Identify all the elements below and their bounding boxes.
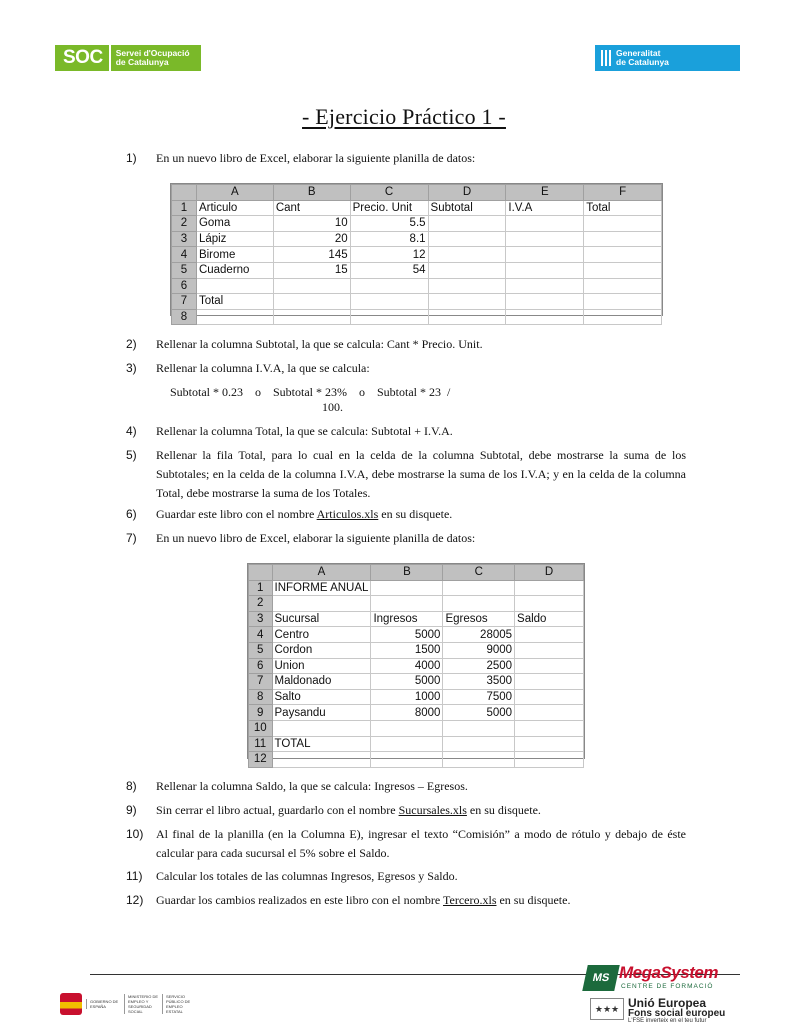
row-header: 5 [249, 642, 273, 658]
sheet-cell: 1000 [371, 689, 443, 705]
sheet-cell [273, 294, 350, 310]
sheet-cell: Total [584, 200, 662, 216]
sheet-cell [515, 736, 584, 752]
step-text: En un nuevo libro de Excel, elaborar la siguiente planilla de datos: [156, 531, 476, 545]
row-header: 3 [172, 231, 197, 247]
sheet-cell [428, 294, 506, 310]
sheet-cell [428, 216, 506, 232]
sheet-cell [506, 231, 584, 247]
sheet-row [249, 752, 584, 768]
sheet-cell [443, 596, 515, 612]
sheet-cell [371, 580, 443, 596]
sheet-cell [515, 752, 584, 768]
step-number: 6) [126, 507, 137, 521]
generalitat-logo [595, 45, 740, 71]
sheet-cell [443, 720, 515, 736]
sheet-cell: Ingresos [371, 611, 443, 627]
sheet-cell: Paysandu [272, 705, 371, 721]
sheet-cell: 9000 [443, 642, 515, 658]
sheet-row [249, 627, 584, 643]
eu-logo-line1: Unió Europea [628, 996, 707, 1010]
step-text: Calcular los totales de las columnas Ingresos, Egresos y Saldo. [156, 869, 458, 883]
step-number: 5) [126, 448, 137, 462]
sheet-cell [584, 278, 662, 294]
sheet-cell [371, 736, 443, 752]
sheet-row [249, 674, 584, 690]
megasystem-tagline: CENTRE DE FORMACIÓ [621, 983, 714, 990]
sheet-row [249, 642, 584, 658]
sheet-cell [428, 278, 506, 294]
megasystem-name: MegaSystem [619, 963, 718, 982]
sheet-cell [506, 309, 584, 325]
row-header: 11 [249, 736, 273, 752]
gen-logo-line1: Generalitat [616, 48, 661, 58]
sheet-cell [584, 231, 662, 247]
gobierno-espana-logo [60, 992, 240, 1016]
sheet-cell: Subtotal [428, 200, 506, 216]
sheet-corner [249, 565, 273, 581]
sheet-cell: 5000 [443, 705, 515, 721]
row-header: 4 [172, 247, 197, 263]
sheet-cell [515, 596, 584, 612]
sheet-cell [350, 278, 428, 294]
sheet-cell [584, 294, 662, 310]
sheet-cell: Saldo [515, 611, 584, 627]
sheet-row [172, 262, 662, 278]
step-number: 4) [126, 424, 137, 438]
soc-logo-text [111, 49, 190, 67]
step-number: 9) [126, 803, 137, 817]
sheet-cell: 54 [350, 262, 428, 278]
eu-logo-line2: Fons social europeu [628, 1008, 726, 1019]
sheet-cell [506, 247, 584, 263]
eu-flag-icon: ★★★ [590, 998, 624, 1020]
step-number: 7) [126, 531, 137, 545]
sheet-cell: Cuaderno [196, 262, 273, 278]
step-number: 8) [126, 779, 137, 793]
filename-sucursales: Sucursales.xls [398, 803, 467, 817]
step-text-before: Guardar los cambios realizados en este libro con el nombre [156, 893, 444, 907]
gen-logo-line2: de Catalunya [616, 57, 669, 67]
sheet-cell [515, 689, 584, 705]
sheet-cell: 3500 [443, 674, 515, 690]
sheet-cell: 8000 [371, 705, 443, 721]
iva-formula [170, 385, 450, 415]
column-header: A [196, 185, 273, 201]
sheet-row [172, 309, 662, 325]
sheet-cell [428, 247, 506, 263]
sheet-cell [506, 216, 584, 232]
column-header: E [506, 185, 584, 201]
sheet-cell [443, 580, 515, 596]
sheet-cell: Union [272, 658, 371, 674]
sheet-cell [506, 262, 584, 278]
sheet-cell: I.V.A [506, 200, 584, 216]
megasystem-badge-icon: MS [582, 965, 620, 991]
sheet-cell [506, 278, 584, 294]
sheet-cell [515, 580, 584, 596]
sheet-row [249, 736, 584, 752]
sheet-row [249, 705, 584, 721]
sheet-row [172, 247, 662, 263]
sheet-row [249, 720, 584, 736]
row-header: 2 [249, 596, 273, 612]
sheet-cell [371, 720, 443, 736]
sheet-cell: Cant [273, 200, 350, 216]
sheet-cell: 2500 [443, 658, 515, 674]
step-text: Rellenar la columna Total, la que se calcula: Subtotal + I.V.A. [156, 424, 453, 438]
sheet-cell: 5.5 [350, 216, 428, 232]
sheet-cell: 4000 [371, 658, 443, 674]
page-title: - Ejercicio Práctico 1 - [302, 104, 506, 129]
sheet-cell: 7500 [443, 689, 515, 705]
step-number: 3) [126, 361, 137, 375]
megasystem-logo [585, 963, 760, 993]
row-header: 8 [172, 309, 197, 325]
sheet-cell [506, 294, 584, 310]
formula-line-1: Subtotal * 0.23 o Subtotal * 23% o Subtotal * 23 / [170, 385, 451, 399]
sepe-logo-text: SERVICIO PÚBLICO DE EMPLEO ESTATAL [162, 994, 196, 1014]
filename-tercero: Tercero.xls [443, 893, 497, 907]
sheet-corner [172, 185, 197, 201]
sheet-cell: Total [196, 294, 273, 310]
step-text: Al final de la planilla (en la Columna E), ingresar el texto “Comisión” a modo de rótulo y debajo de éste calcular para cada sucursal el 5% sobre el Saldo. [156, 827, 686, 860]
sheet-cell: Centro [272, 627, 371, 643]
formula-line-2: 100. [322, 400, 343, 414]
sheet-cell: 20 [273, 231, 350, 247]
sheet-cell [196, 278, 273, 294]
soc-logo [55, 45, 201, 71]
row-header: 4 [249, 627, 273, 643]
column-header: B [371, 565, 443, 581]
row-header: 3 [249, 611, 273, 627]
sheet-cell [584, 262, 662, 278]
soc-logo-mark: SOC [55, 45, 111, 71]
column-header: B [273, 185, 350, 201]
sheet-cell [272, 752, 371, 768]
sheet-cell: Goma [196, 216, 273, 232]
row-header: 2 [172, 216, 197, 232]
sheet-cell: 5000 [371, 674, 443, 690]
sheet-row [249, 580, 584, 596]
sheet-cell: TOTAL [272, 736, 371, 752]
sheet-cell [443, 752, 515, 768]
eu-fse-logo [585, 996, 768, 1024]
row-header: 7 [172, 294, 197, 310]
column-header: C [350, 185, 428, 201]
step-text: Rellenar la columna I.V.A, la que se calcula: [156, 361, 370, 375]
sheet-cell: Cordon [272, 642, 371, 658]
sheet-cell: Lápiz [196, 231, 273, 247]
sheet-cell: 145 [273, 247, 350, 263]
filename-articulos: Articulos.xls [316, 507, 379, 521]
sheet-cell [196, 309, 273, 325]
sheet-row [172, 278, 662, 294]
sheet-cell [272, 720, 371, 736]
sheet-cell [371, 752, 443, 768]
sheet-cell [350, 309, 428, 325]
sheet-cell [584, 247, 662, 263]
row-header: 1 [249, 580, 273, 596]
sheet-cell [273, 309, 350, 325]
sheet-row [249, 689, 584, 705]
step-text: Rellenar la fila Total, para lo cual en la celda de la columna Subtotal, debe mostrarse la suma de los Subtotales; en la celda de la columna I.V.A, debe mostrarse la suma de los I.V.A; y en la celda de la columna Total, debe mostrarse la suma de los Totales. [156, 448, 686, 500]
sheet-cell [584, 309, 662, 325]
sheet-row [172, 200, 662, 216]
sheet-row [249, 611, 584, 627]
step-text [156, 801, 686, 820]
sheet-cell: 1500 [371, 642, 443, 658]
sheet-cell [515, 642, 584, 658]
step-number: 2) [126, 337, 137, 351]
sheet-cell: 12 [350, 247, 428, 263]
step-text-after: en su disquete. [496, 893, 571, 907]
step-number: 1) [126, 151, 137, 165]
sheet-cell [428, 309, 506, 325]
sheet-row [172, 231, 662, 247]
column-header: A [272, 565, 371, 581]
sheet-cell [272, 596, 371, 612]
sheet-cell: Sucursal [272, 611, 371, 627]
ministry-logo-text: MINISTERIO DE EMPLEO Y SEGURIDAD SOCIAL [124, 994, 158, 1014]
soc-logo-line1: Servei d'Ocupació [115, 48, 190, 58]
column-header: C [443, 565, 515, 581]
sheet-cell [584, 216, 662, 232]
spreadsheet-articulos [170, 183, 663, 324]
row-header: 12 [249, 752, 273, 768]
spain-coat-of-arms-icon [60, 993, 82, 1015]
sheet-cell [515, 705, 584, 721]
sheet-cell: Salto [272, 689, 371, 705]
row-header: 10 [249, 720, 273, 736]
gov-logo-text: GOBIERNO DE ESPAÑA [86, 999, 120, 1009]
senyera-icon [601, 50, 611, 66]
sheet-cell [515, 720, 584, 736]
soc-logo-line2: de Catalunya [115, 57, 169, 67]
sheet-row [249, 596, 584, 612]
sheet-row [172, 294, 662, 310]
row-header: 8 [249, 689, 273, 705]
column-header: D [428, 185, 506, 201]
sheet-cell: 28005 [443, 627, 515, 643]
step-text: Rellenar la columna Subtotal, la que se calcula: Cant * Precio. Unit. [156, 337, 483, 351]
sheet-cell: Egresos [443, 611, 515, 627]
column-header: D [515, 565, 584, 581]
row-header: 9 [249, 705, 273, 721]
step-text [156, 891, 686, 910]
sheet-cell [273, 278, 350, 294]
step-text-before: Sin cerrar el libro actual, guardarlo con el nombre [156, 803, 399, 817]
sheet-cell [371, 596, 443, 612]
generalitat-logo-text [611, 49, 669, 67]
step-text [156, 505, 686, 524]
sheet-cell: Maldonado [272, 674, 371, 690]
step-text: En un nuevo libro de Excel, elaborar la siguiente planilla de datos: [156, 151, 476, 165]
step-text-after: en su disquete. [378, 507, 453, 521]
eu-logo-line3: L'FSE inverteix en el teu futur [628, 1018, 707, 1024]
sheet-cell: Birome [196, 247, 273, 263]
sheet-row [249, 658, 584, 674]
row-header: 6 [172, 278, 197, 294]
sheet-cell: 5000 [371, 627, 443, 643]
sheet-cell [350, 294, 428, 310]
row-header: 5 [172, 262, 197, 278]
spreadsheet-informe-anual [247, 563, 585, 766]
row-header: 7 [249, 674, 273, 690]
column-header: F [584, 185, 662, 201]
step-text-before: Guardar este libro con el nombre [156, 507, 317, 521]
sheet-cell [428, 231, 506, 247]
sheet-cell: Precio. Unit [350, 200, 428, 216]
step-number: 12) [126, 893, 144, 907]
sheet-cell [428, 262, 506, 278]
sheet-cell [515, 658, 584, 674]
step-text: Rellenar la columna Saldo, la que se calcula: Ingresos – Egresos. [156, 779, 468, 793]
sheet-cell [443, 736, 515, 752]
sheet-cell [515, 627, 584, 643]
sheet-cell: INFORME ANUAL [272, 580, 371, 596]
step-number: 11) [126, 869, 143, 883]
step-text-after: en su disquete. [466, 803, 541, 817]
sheet-cell: Articulo [196, 200, 273, 216]
row-header: 1 [172, 200, 197, 216]
step-number: 10) [126, 827, 144, 841]
sheet-cell: 8.1 [350, 231, 428, 247]
sheet-cell [515, 674, 584, 690]
row-header: 6 [249, 658, 273, 674]
sheet-cell: 10 [273, 216, 350, 232]
sheet-cell: 15 [273, 262, 350, 278]
sheet-row [172, 216, 662, 232]
